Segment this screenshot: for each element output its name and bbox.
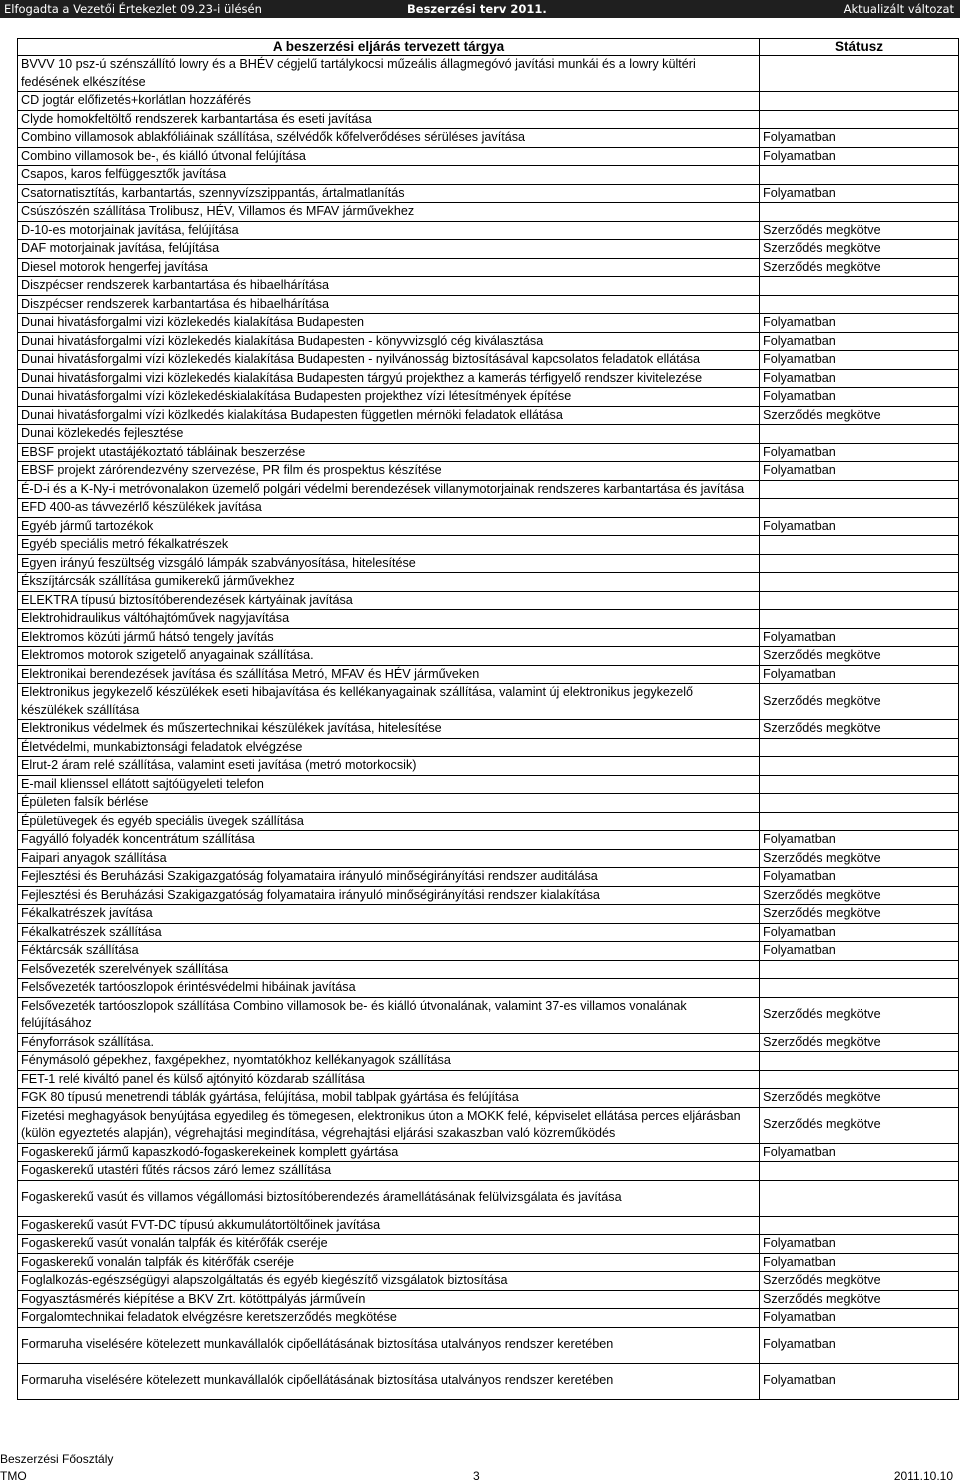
- status-cell: [760, 1180, 959, 1216]
- status-cell: Szerződés megkötve: [760, 905, 959, 924]
- status-cell: [760, 775, 959, 794]
- procurement-subject-cell: Elektromos motorok szigetelő anyagainak szállítása.: [18, 647, 760, 666]
- status-cell: Folyamatban: [760, 1327, 959, 1363]
- status-cell: Folyamatban: [760, 129, 959, 148]
- procurement-subject-cell: Diszpécser rendszerek karbantartása és hibaelhárítása: [18, 277, 760, 296]
- status-cell: Folyamatban: [760, 388, 959, 407]
- table-row: [18, 351, 959, 370]
- table-row: [18, 1235, 959, 1254]
- table-row: [18, 1180, 959, 1216]
- table-row: [18, 499, 959, 518]
- procurement-subject-cell: Egyéb jármű tartozékok: [18, 517, 760, 536]
- status-cell: [760, 480, 959, 499]
- table-header-row: [18, 39, 959, 56]
- status-cell: Folyamatban: [760, 184, 959, 203]
- procurement-subject-cell: Elektronikus jegykezelő készülékek eseti hibajavítása és kellékanyagainak szállítása, valamint új elektronikus jegykezelő készülékek szállítása: [18, 684, 760, 720]
- table-row: [18, 92, 959, 111]
- status-cell: Szerződés megkötve: [760, 849, 959, 868]
- procurement-subject-cell: Fagyálló folyadék koncentrátum szállítása: [18, 831, 760, 850]
- procurement-subject-cell: FGK 80 típusú menetrendi táblák gyártása, felújítása, mobil tablpak gyártása és felújítása: [18, 1089, 760, 1108]
- table-row: [18, 665, 959, 684]
- procurement-subject-cell: D-10-es motorjainak javítása, felújítása: [18, 221, 760, 240]
- table-row: [18, 332, 959, 351]
- procurement-subject-cell: Foglalkozás-egészségügyi alapszolgáltatás és egyéb kiegészítő vizsgálatok biztosítása: [18, 1272, 760, 1291]
- procurement-subject-cell: Fogyasztásmérés kiépítése a BKV Zrt. kötöttpályás járműveín: [18, 1290, 760, 1309]
- procurement-subject-cell: Fogaskerekű vasút FVT-DC típusú akkumulátortöltőinek javítása: [18, 1216, 760, 1235]
- table-row: [18, 868, 959, 887]
- status-cell: Szerződés megkötve: [760, 258, 959, 277]
- table-row: [18, 794, 959, 813]
- status-cell: Folyamatban: [760, 1143, 959, 1162]
- procurement-subject-cell: Féktárcsák szállítása: [18, 942, 760, 961]
- table-row: [18, 554, 959, 573]
- status-cell: [760, 110, 959, 129]
- procurement-subject-cell: EBSF projekt utastájékoztató tábláinak beszerzése: [18, 443, 760, 462]
- status-cell: Folyamatban: [760, 628, 959, 647]
- procurement-subject-cell: Dunai hivatásforgalmi vízi közlkedés kialakítása Budapesten független mérnöki feladatok ellátása: [18, 406, 760, 425]
- status-cell: [760, 794, 959, 813]
- table-row: [18, 221, 959, 240]
- procurement-subject-cell: Elektronikai berendezések javítása és szállítása Metró, MFAV és HÉV járműveken: [18, 665, 760, 684]
- status-cell: Szerződés megkötve: [760, 1089, 959, 1108]
- procurement-subject-cell: Egyen irányú feszültség vizsgáló lámpák szabványosítása, hitelesítése: [18, 554, 760, 573]
- status-cell: [760, 166, 959, 185]
- table-row: [18, 1216, 959, 1235]
- procurement-subject-cell: Diszpécser rendszerek karbantartása és hibaelhárítása: [18, 295, 760, 314]
- table-row: [18, 610, 959, 629]
- procurement-subject-cell: Elrut-2 áram relé szállítása, valamint eseti javítása (metró motorkocsik): [18, 757, 760, 776]
- procurement-subject-cell: FET-1 relé kiváltó panel és külső ajtónyitó közdarab szállítása: [18, 1070, 760, 1089]
- procurement-subject-cell: Elektronikus védelmek és műszertechnikai készülékek javítása, hitelesítése: [18, 720, 760, 739]
- table-row: [18, 923, 959, 942]
- procurement-subject-cell: Dunai hivatásforgalmi vizi közlekedés kialakítása Budapesten tárgyú projekthez a kamerás térfigyelő rendszer kivitelezése: [18, 369, 760, 388]
- status-cell: [760, 425, 959, 444]
- procurement-subject-cell: Fogaskerekű utastéri fűtés rácsos záró lemez szállítása: [18, 1162, 760, 1181]
- status-cell: Szerződés megkötve: [760, 647, 959, 666]
- status-cell: [760, 1052, 959, 1071]
- status-cell: Szerződés megkötve: [760, 1290, 959, 1309]
- status-cell: [760, 979, 959, 998]
- procurement-subject-cell: Fogaskerekű jármű kapaszkodó-fogaskerekeinek komplett gyártása: [18, 1143, 760, 1162]
- table-row: [18, 1143, 959, 1162]
- table-row: [18, 1070, 959, 1089]
- status-cell: Folyamatban: [760, 1309, 959, 1328]
- procurement-table-wrapper: [17, 38, 958, 1400]
- status-cell: [760, 277, 959, 296]
- table-row: [18, 647, 959, 666]
- status-cell: Szerződés megkötve: [760, 997, 959, 1033]
- status-cell: Szerződés megkötve: [760, 886, 959, 905]
- status-cell: Folyamatban: [760, 942, 959, 961]
- table-row: [18, 757, 959, 776]
- procurement-subject-cell: Dunai hivatásforgalmi vízi közlekedéskialakítása Budapesten projekthez vízi létesítmények építése: [18, 388, 760, 407]
- table-row: [18, 1290, 959, 1309]
- footer-page-number: 3: [473, 1469, 480, 1483]
- status-cell: Szerződés megkötve: [760, 406, 959, 425]
- status-cell: Folyamatban: [760, 369, 959, 388]
- table-row: [18, 738, 959, 757]
- status-cell: Folyamatban: [760, 665, 959, 684]
- status-cell: [760, 591, 959, 610]
- table-row: [18, 1162, 959, 1181]
- footer-org: TMO: [0, 1469, 27, 1483]
- table-row: [18, 166, 959, 185]
- status-cell: Folyamatban: [760, 1235, 959, 1254]
- status-cell: [760, 1162, 959, 1181]
- procurement-subject-cell: Fogaskerekű vonalán talpfák és kitérőfák cseréje: [18, 1253, 760, 1272]
- status-cell: Szerződés megkötve: [760, 240, 959, 259]
- table-row: [18, 1107, 959, 1143]
- version-note: Aktualizált változat: [843, 2, 954, 16]
- table-row: [18, 314, 959, 333]
- procurement-table: [17, 38, 959, 1400]
- status-cell: Szerződés megkötve: [760, 1272, 959, 1291]
- procurement-subject-cell: Csatornatisztítás, karbantartás, szennyvízszippantás, ártalmatlanítás: [18, 184, 760, 203]
- table-row: [18, 388, 959, 407]
- procurement-subject-cell: BVVV 10 psz-ú szénszállító lowry és a BHÉV cégjelű tartálykocsi műzeális állagmegóvó javítási munkái és a lowry kültéri fedésének elkészítése: [18, 56, 760, 92]
- table-row: [18, 960, 959, 979]
- table-row: [18, 203, 959, 222]
- table-row: [18, 628, 959, 647]
- procurement-subject-cell: Csúszószén szállítása Trolibusz, HÉV, Villamos és MFAV járművekhez: [18, 203, 760, 222]
- status-cell: Folyamatban: [760, 147, 959, 166]
- table-row: [18, 425, 959, 444]
- table-row: [18, 1363, 959, 1399]
- status-cell: [760, 92, 959, 111]
- procurement-subject-cell: Fejlesztési és Beruházási Szakigazgatóság folyamataira irányuló minőségirányítási rendszer kialakítása: [18, 886, 760, 905]
- procurement-subject-cell: Fényforrások szállítása.: [18, 1033, 760, 1052]
- status-cell: [760, 56, 959, 92]
- procurement-subject-cell: EFD 400-as távvezérlő készülékek javítása: [18, 499, 760, 518]
- table-row: [18, 979, 959, 998]
- table-row: [18, 1272, 959, 1291]
- procurement-subject-cell: EBSF projekt zárórendezvény szervezése, PR film és prospektus készítése: [18, 462, 760, 481]
- document-title: Beszerzési terv 2011.: [407, 2, 547, 16]
- procurement-subject-cell: Combino villamosok be-, és kiálló útvonal felújítása: [18, 147, 760, 166]
- table-row: [18, 1033, 959, 1052]
- table-row: [18, 369, 959, 388]
- table-row: [18, 277, 959, 296]
- table-row: [18, 129, 959, 148]
- table-row: [18, 849, 959, 868]
- status-cell: [760, 295, 959, 314]
- table-row: [18, 406, 959, 425]
- table-row: [18, 443, 959, 462]
- table-row: [18, 536, 959, 555]
- status-cell: Szerződés megkötve: [760, 221, 959, 240]
- status-cell: Folyamatban: [760, 443, 959, 462]
- procurement-subject-cell: Fizetési meghagyások benyújtása egyedileg és tömegesen, elektronikus úton a MOKK felé, képviselet ellátása perces eljárásban (külön egyeztetés alapján), végrehajtási megindítása, végrehajtási eljárási szakaszban való közreműködés: [18, 1107, 760, 1143]
- status-cell: [760, 536, 959, 555]
- procurement-subject-cell: Életvédelmi, munkabiztonsági feladatok elvégzése: [18, 738, 760, 757]
- status-cell: [760, 757, 959, 776]
- table-row: [18, 831, 959, 850]
- procurement-subject-cell: Dunai hivatásforgalmi vízi közlekedés kialakítása Budapesten - könyvvizsgló cég kiválasztása: [18, 332, 760, 351]
- status-cell: [760, 812, 959, 831]
- status-cell: Folyamatban: [760, 351, 959, 370]
- status-cell: Szerződés megkötve: [760, 684, 959, 720]
- status-cell: Szerződés megkötve: [760, 720, 959, 739]
- table-row: [18, 812, 959, 831]
- table-row: [18, 775, 959, 794]
- table-row: [18, 1052, 959, 1071]
- footer-date: 2011.10.10: [893, 1469, 953, 1483]
- column-header-status: Státusz: [760, 39, 959, 56]
- procurement-subject-cell: ELEKTRA típusú biztosítóberendezések kártyáinak javítása: [18, 591, 760, 610]
- status-cell: Folyamatban: [760, 868, 959, 887]
- status-cell: [760, 1070, 959, 1089]
- status-cell: Folyamatban: [760, 1363, 959, 1399]
- status-cell: Folyamatban: [760, 831, 959, 850]
- status-cell: Folyamatban: [760, 462, 959, 481]
- header-bar: [0, 0, 960, 18]
- approval-note: Elfogadta a Vezetői Értekezlet 09.23-i ülésén: [4, 2, 262, 16]
- procurement-subject-cell: Fékalkatrészek javítása: [18, 905, 760, 924]
- table-row: [18, 240, 959, 259]
- procurement-subject-cell: DAF motorjainak javítása, felújítása: [18, 240, 760, 259]
- status-cell: Folyamatban: [760, 1253, 959, 1272]
- table-row: [18, 258, 959, 277]
- procurement-subject-cell: Egyéb speciális metró fékalkatrészek: [18, 536, 760, 555]
- procurement-subject-cell: Formaruha viselésére kötelezett munkavállalók cipőellátásának biztosítása utalványos rendszer keretében: [18, 1327, 760, 1363]
- table-row: [18, 1309, 959, 1328]
- procurement-subject-cell: Dunai hivatásforgalmi vízi közlekedés kialakítása Budapesten - nyilvánosság biztosításával kapcsolatos feladatok ellátása: [18, 351, 760, 370]
- procurement-subject-cell: É-D-i és a K-Ny-i metróvonalakon üzemelő polgári védelmi berendezések villanymotorjainak rendszeres karbantartása és javítása: [18, 480, 760, 499]
- table-row: [18, 480, 959, 499]
- table-row: [18, 997, 959, 1033]
- procurement-subject-cell: Fékalkatrészek szállítása: [18, 923, 760, 942]
- status-cell: Folyamatban: [760, 332, 959, 351]
- table-row: [18, 462, 959, 481]
- table-row: [18, 184, 959, 203]
- procurement-subject-cell: Épületen falsík bérlése: [18, 794, 760, 813]
- procurement-subject-cell: Elektrohidraulikus váltóhajtóművek nagyjavítása: [18, 610, 760, 629]
- table-row: [18, 591, 959, 610]
- status-cell: Folyamatban: [760, 923, 959, 942]
- procurement-subject-cell: Elektromos közúti jármű hátsó tengely javítás: [18, 628, 760, 647]
- procurement-subject-cell: Diesel motorok hengerfej javítása: [18, 258, 760, 277]
- procurement-subject-cell: Felsővezeték tartóoszlopok szállítása Combino villamosok be- és kiálló útvonalának, valamint 37-es villamos vonalának felújításához: [18, 997, 760, 1033]
- status-cell: [760, 610, 959, 629]
- procurement-subject-cell: Faipari anyagok szállítása: [18, 849, 760, 868]
- procurement-subject-cell: Formaruha viselésére kötelezett munkavállalók cipőellátásának biztosítása utalványos rendszer keretében: [18, 1363, 760, 1399]
- procurement-subject-cell: E-mail klienssel ellátott sajtóügyeleti telefon: [18, 775, 760, 794]
- status-cell: [760, 499, 959, 518]
- table-row: [18, 1327, 959, 1363]
- procurement-subject-cell: Dunai közlekedés fejlesztése: [18, 425, 760, 444]
- status-cell: [760, 203, 959, 222]
- table-row: [18, 720, 959, 739]
- procurement-subject-cell: Épületüvegek és egyéb speciális üvegek szállítása: [18, 812, 760, 831]
- column-header-subject: A beszerzési eljárás tervezett tárgya: [18, 39, 760, 56]
- procurement-subject-cell: Dunai hivatásforgalmi vizi közlekedés kialakítása Budapesten: [18, 314, 760, 333]
- procurement-subject-cell: Fejlesztési és Beruházási Szakigazgatóság folyamataira irányuló minőségirányítási rendszer auditálása: [18, 868, 760, 887]
- table-row: [18, 147, 959, 166]
- table-row: [18, 905, 959, 924]
- procurement-subject-cell: Forgalomtechnikai feladatok elvégzésre keretszerződés megkötése: [18, 1309, 760, 1328]
- status-cell: [760, 573, 959, 592]
- table-row: [18, 684, 959, 720]
- status-cell: Szerződés megkötve: [760, 1033, 959, 1052]
- procurement-subject-cell: Csapos, karos felfüggesztők javítása: [18, 166, 760, 185]
- procurement-subject-cell: Combino villamosok ablakfóliáinak szállítása, szélvédők kőfelverődéses sérüléses javítása: [18, 129, 760, 148]
- procurement-subject-cell: Felsővezeték tartóoszlopok érintésvédelmi hibáinak javítása: [18, 979, 760, 998]
- table-body: [18, 56, 959, 1400]
- table-row: [18, 517, 959, 536]
- table-row: [18, 573, 959, 592]
- table-row: [18, 942, 959, 961]
- procurement-subject-cell: Fogaskerekű vasút és villamos végállomási biztosítóberendezés áramellátásának felülvizsgálata és javítása: [18, 1180, 760, 1216]
- status-cell: [760, 738, 959, 757]
- procurement-subject-cell: Felsővezeték szerelvények szállítása: [18, 960, 760, 979]
- table-row: [18, 110, 959, 129]
- procurement-subject-cell: Fogaskerekű vasút vonalán talpfák és kitérőfák cseréje: [18, 1235, 760, 1254]
- status-cell: [760, 960, 959, 979]
- procurement-subject-cell: Clyde homokfeltöltő rendszerek karbantartása és eseti javítása: [18, 110, 760, 129]
- footer-department: Beszerzési Főosztály: [0, 1452, 114, 1466]
- status-cell: [760, 554, 959, 573]
- procurement-subject-cell: Ékszíjtárcsák szállítása gumikerekű járművekhez: [18, 573, 760, 592]
- table-row: [18, 1253, 959, 1272]
- status-cell: Szerződés megkötve: [760, 1107, 959, 1143]
- table-row: [18, 295, 959, 314]
- table-row: [18, 56, 959, 92]
- procurement-subject-cell: CD jogtár előfizetés+korlátlan hozzáférés: [18, 92, 760, 111]
- table-row: [18, 886, 959, 905]
- status-cell: [760, 1216, 959, 1235]
- status-cell: Folyamatban: [760, 314, 959, 333]
- table-row: [18, 1089, 959, 1108]
- procurement-subject-cell: Fénymásoló gépekhez, faxgépekhez, nyomtatókhoz kellékanyagok szállítása: [18, 1052, 760, 1071]
- status-cell: Folyamatban: [760, 517, 959, 536]
